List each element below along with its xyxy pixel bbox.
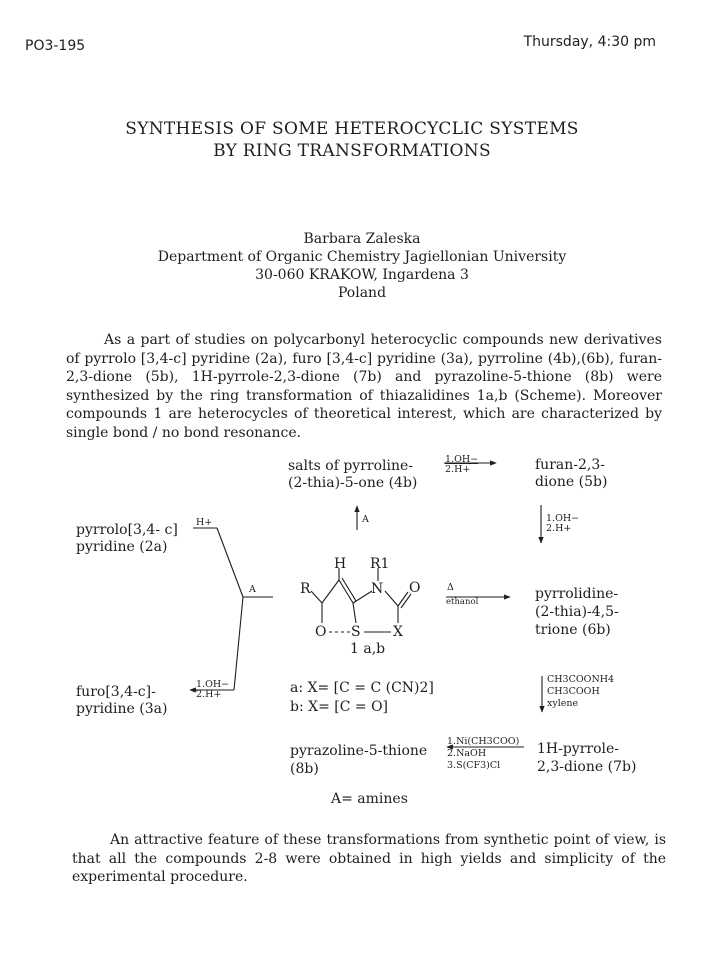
atom-x: X (393, 624, 403, 640)
atom-o-left: O (315, 624, 327, 640)
variant-b: b: X= [C = O] (290, 699, 389, 715)
title-line-1: SYNTHESIS OF SOME HETEROCYCLIC SYSTEMS (125, 119, 579, 139)
branch-lower (234, 597, 243, 690)
reagent-right-down: 1.OH− 2.H+ (546, 513, 580, 534)
atom-o-carbonyl: O (409, 580, 421, 596)
author-country: Poland (337, 285, 387, 301)
author-name: Barbara Zaleska (303, 231, 421, 247)
legend-amines: A= amines (331, 791, 408, 807)
reagent-ch3: CH3COONH4 CH3COOH xylene (547, 674, 615, 709)
atom-h: H (334, 556, 347, 572)
bond-c-ch (322, 580, 339, 603)
label-pyrrolo-2a: pyrrolo[3,4- c] pyridine (2a) (76, 522, 178, 555)
label-compound-1ab: 1 a,b (350, 641, 386, 657)
session-code: PO3-195 (25, 38, 86, 54)
bond-r-c (311, 591, 322, 603)
bond-co-o-1 (398, 592, 408, 606)
label-pyrrole-7b: 1H-pyrrole- 2,3-dione (7b) (537, 741, 637, 775)
reagent-hplus: H+ (196, 517, 213, 528)
label-furo-3a: furo[3,4-c]- pyridine (3a) (76, 684, 168, 717)
variant-a: a: X= [C = C (CN)2] (290, 680, 434, 696)
bond-n-co (385, 591, 398, 606)
abstract-paragraph: As a part of studies on polycarbonyl heterocyclic compounds new derivatives of pyrrolo [3,4-c] pyridine (2a), furo [3,4-c] pyridine (3a), pyrroline (4b),(6b), furan-2,3-dione (5b), 1H-pyrrole-2,3-dione (7b) and pyrazoline-5-thione (8b) were synthesized by the ring transformation of thiazalidines 1a,b (Scheme). Moreover compounds 1 are heterocycles of theoretical interest, which are characterized by single bond / no bond resonance. (66, 332, 662, 441)
branch-upper (217, 528, 243, 597)
conclusion-paragraph: An attractive feature of these transformations from synthetic point of view, is that all the compounds 2-8 were obtained in high yields and simplicity of the experimental procedure. (72, 832, 666, 885)
reagent-ethanol: ethanol (446, 597, 479, 607)
author-department: Department of Organic Chemistry Jagiellonian University (157, 249, 567, 265)
atom-r1: R1 (370, 556, 390, 572)
author-address: 30-060 KRAKOW, Ingardena 3 (255, 267, 469, 283)
bond-c-s (353, 603, 356, 623)
title-line-2: BY RING TRANSFORMATIONS (213, 141, 491, 161)
atom-r: R (300, 581, 311, 597)
bond-ch-c-double-1 (339, 580, 353, 603)
reagent-center-A: A (249, 584, 256, 595)
reagent-left: 1.OH− 2.H+ (196, 679, 230, 700)
bond-co-o-2 (401, 594, 411, 608)
label-pyrazoline-8b: pyrazoline-5-thione (8b) (290, 743, 428, 777)
bond-ch-c-double-2 (342, 578, 356, 601)
reagent-ni: 1.Ni(CH3COO) 2.NaOH 3.S(CF3)Cl (447, 736, 520, 771)
atom-n: N (371, 581, 384, 597)
label-furan-5b: furan-2,3- dione (5b) (535, 457, 608, 490)
atom-s: S (351, 624, 361, 640)
reagent-up-A: A (362, 514, 369, 525)
bond-c-n (353, 591, 372, 603)
reagent-top: 1.OH− 2.H+ (445, 454, 479, 475)
label-salts-4b: salts of pyrroline- (2-thia)-5-one (4b) (288, 458, 418, 491)
reagent-delta: Δ (447, 582, 454, 593)
label-pyrrolidine-6b: pyrrolidine- (2-thia)-4,5- trione (6b) (535, 586, 619, 638)
session-time: Thursday, 4:30 pm (523, 34, 656, 50)
